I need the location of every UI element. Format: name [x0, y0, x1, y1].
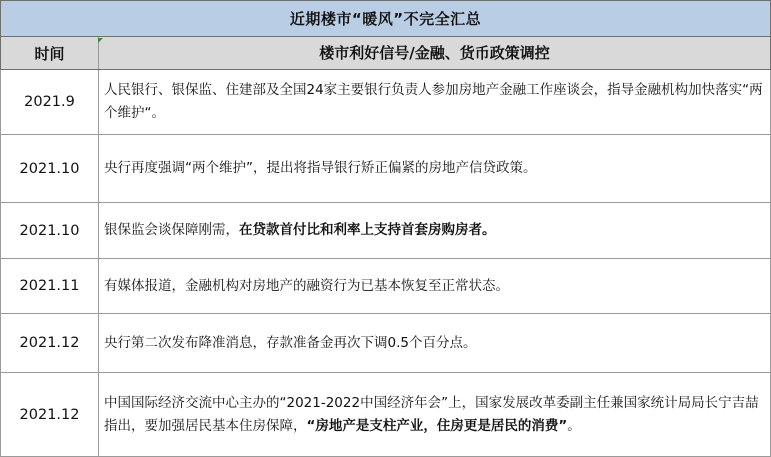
row-text: 央行再度强调“两个维护”，提出将指导银行矫正偏紧的房地产信贷政策。 [104, 160, 537, 176]
table-header-row [0, 37, 771, 70]
row-content [99, 70, 770, 134]
table-row [0, 135, 771, 203]
row-date: 2021.9 [1, 70, 99, 134]
row-date: 2021.11 [1, 259, 99, 313]
row-date: 2021.10 [1, 135, 99, 202]
cell-comment-marker [98, 38, 103, 43]
row-text: 央行第二次发布降准消息，存款准备金再次下调0.5个百分点。 [104, 334, 477, 351]
header-content: 楼市利好信号/金融、货币政策调控 [319, 43, 550, 62]
row-date: 2021.12 [1, 314, 99, 372]
row-content [99, 259, 770, 313]
row-date: 2021.10 [1, 203, 99, 258]
row-content [99, 135, 770, 202]
table-row [0, 259, 771, 314]
table-row [0, 203, 771, 259]
table-row [0, 70, 771, 135]
row-text: 人民银行、银保监、住建部及全国24家主要银行负责人参加房地产金融工作座谈会，指导金融机构加快落实“两个维护“。 [104, 82, 763, 121]
row-bold-text: “房地产是支柱产业，住房更是居民的消费” [306, 417, 568, 434]
table-title-row [0, 0, 771, 37]
table-title: 近期楼市“暖风”不完全汇总 [289, 10, 482, 28]
header-date: 时间 [1, 37, 99, 69]
row-content [99, 314, 770, 372]
table-row [0, 373, 771, 457]
row-tail-text: 。 [567, 417, 581, 434]
row-date: 2021.12 [1, 373, 99, 456]
row-text: 银保监会谈保障刚需， [104, 222, 239, 238]
row-content [99, 373, 770, 456]
row-text: 中国国际经济交流中心主办的“2021-2022中国经济年会”上，国家发展改革委副主任兼国家统计局局长宁吉喆指出，要加强居民基本住房保障， [104, 394, 759, 434]
table-row [0, 314, 771, 373]
row-content [99, 203, 770, 258]
row-bold-text: 在贷款首付比和利率上支持首套房购房者。 [239, 222, 496, 238]
row-text: 有媒体报道，金融机构对房地产的融资行为已基本恢复至正常状态。 [104, 277, 509, 294]
